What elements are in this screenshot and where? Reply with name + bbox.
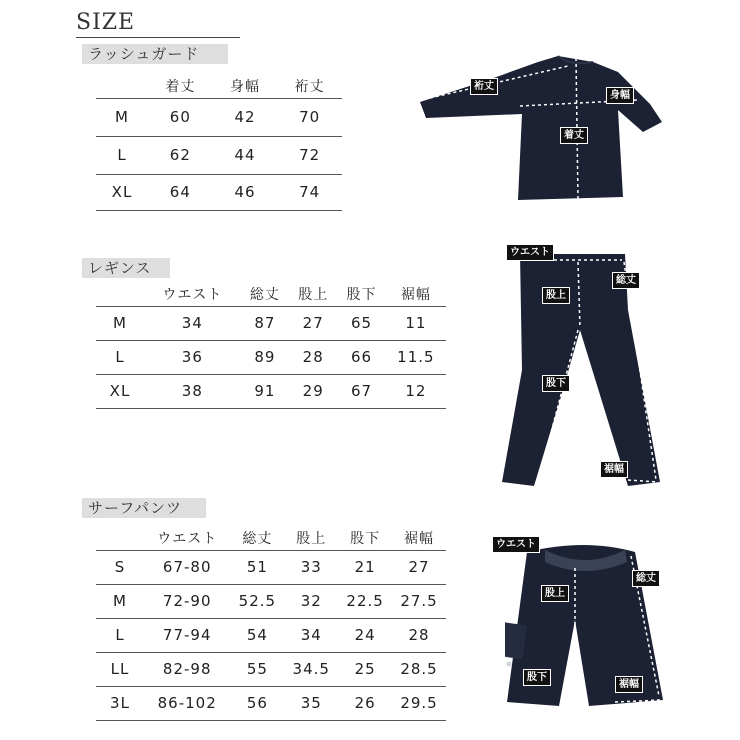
header-cell: 裄丈	[294, 78, 325, 95]
value-cell: 29	[289, 374, 337, 408]
value-cell: 27	[392, 550, 446, 584]
header-cell: 裾幅	[404, 530, 435, 547]
size-cell: S	[96, 550, 144, 584]
header-cell: 総丈	[249, 286, 280, 303]
value-cell: 72-90	[144, 584, 230, 618]
value-cell: 44	[213, 136, 278, 174]
body-width-tag: 身幅	[606, 87, 634, 104]
value-cell: 74	[277, 174, 342, 210]
value-cell: 26	[338, 686, 392, 720]
leggings-size-table	[96, 282, 446, 409]
value-cell: 77-94	[144, 618, 230, 652]
header-cell: 身幅	[229, 78, 260, 95]
body-length-tag: 着丈	[560, 127, 588, 144]
leggings-total-length-tag: 総丈	[612, 272, 640, 289]
value-cell: 28	[289, 340, 337, 374]
value-cell: 42	[213, 98, 278, 136]
table-row	[96, 340, 446, 374]
value-cell: 52.5	[230, 584, 284, 618]
leggings-illustration	[500, 250, 665, 490]
table-row	[96, 686, 446, 720]
size-cell: 3L	[96, 686, 144, 720]
value-cell: 46	[213, 174, 278, 210]
header-cell: 着丈	[165, 78, 196, 95]
header-cell: ウエスト	[162, 286, 223, 303]
size-heading: SIZE	[76, 10, 136, 35]
value-cell: 12	[386, 374, 446, 408]
value-cell: 29.5	[392, 686, 446, 720]
rashguard-shape	[418, 52, 663, 204]
surfpants-hem-tag: 裾幅	[615, 676, 643, 693]
leggings-hem-tag: 裾幅	[600, 461, 628, 478]
value-cell: 36	[144, 340, 241, 374]
header-cell: ウエスト	[157, 530, 218, 547]
table-header-row	[96, 74, 342, 98]
value-cell: 87	[241, 306, 289, 340]
value-cell: 27.5	[392, 584, 446, 618]
value-cell: 11.5	[386, 340, 446, 374]
value-cell: 54	[230, 618, 284, 652]
size-cell: L	[96, 618, 144, 652]
value-cell: 34.5	[284, 652, 338, 686]
table-header-row	[96, 282, 446, 306]
size-cell: LL	[96, 652, 144, 686]
value-cell: 28.5	[392, 652, 446, 686]
value-cell: 56	[230, 686, 284, 720]
leggings-waist-tag: ウエスト	[506, 244, 554, 261]
value-cell: 27	[289, 306, 337, 340]
surfpants-total-length-tag: 総丈	[632, 570, 660, 587]
value-cell: 21	[338, 550, 392, 584]
table-row	[96, 174, 342, 210]
table-row	[96, 306, 446, 340]
value-cell: 33	[284, 550, 338, 584]
value-cell: 34	[284, 618, 338, 652]
value-cell: 35	[284, 686, 338, 720]
value-cell: 32	[284, 584, 338, 618]
table-row	[96, 550, 446, 584]
value-cell: 62	[148, 136, 213, 174]
size-cell: L	[96, 136, 148, 174]
header-cell: 股上	[296, 530, 327, 547]
value-cell: 66	[337, 340, 385, 374]
table-row	[96, 652, 446, 686]
header-cell: 裾幅	[400, 286, 431, 303]
surfpants-section-label: サーフパンツ	[82, 498, 206, 518]
value-cell: 64	[148, 174, 213, 210]
heading-rule	[76, 37, 240, 38]
value-cell: 67-80	[144, 550, 230, 584]
value-cell: 86-102	[144, 686, 230, 720]
table-header-row	[96, 526, 446, 550]
value-cell: 60	[148, 98, 213, 136]
value-cell: 24	[338, 618, 392, 652]
leggings-shape	[500, 250, 665, 490]
surfpants-rise-tag: 股上	[541, 585, 569, 602]
surfpants-inseam-tag: 股下	[523, 669, 551, 686]
leggings-section-label: レギンス	[82, 258, 170, 278]
leggings-inseam-tag: 股下	[542, 375, 570, 392]
value-cell: 70	[277, 98, 342, 136]
rashguard-section-label: ラッシュガード	[82, 44, 228, 64]
rashguard-illustration	[418, 52, 663, 204]
table-row	[96, 584, 446, 618]
header-cell: 股下	[350, 530, 381, 547]
value-cell: 28	[392, 618, 446, 652]
value-cell: 51	[230, 550, 284, 584]
size-cell: M	[96, 584, 144, 618]
rashguard-size-table	[96, 74, 342, 211]
value-cell: 89	[241, 340, 289, 374]
surfpants-size-table	[96, 526, 446, 721]
leggings-rise-tag: 股上	[542, 287, 570, 304]
surfpants-waist-tag: ウエスト	[492, 536, 540, 553]
table-row	[96, 136, 342, 174]
header-cell	[96, 74, 148, 98]
size-cell: XL	[96, 374, 144, 408]
header-cell: 股上	[298, 286, 329, 303]
value-cell: 11	[386, 306, 446, 340]
value-cell: 25	[338, 652, 392, 686]
value-cell: 67	[337, 374, 385, 408]
header-cell	[96, 526, 144, 550]
table-row	[96, 98, 342, 136]
value-cell: 34	[144, 306, 241, 340]
value-cell: 65	[337, 306, 385, 340]
size-cell: M	[96, 306, 144, 340]
header-cell: 総丈	[242, 530, 273, 547]
value-cell: 55	[230, 652, 284, 686]
header-cell	[96, 282, 144, 306]
value-cell: 91	[241, 374, 289, 408]
header-cell: 股下	[346, 286, 377, 303]
size-cell: L	[96, 340, 144, 374]
value-cell: 72	[277, 136, 342, 174]
size-cell: XL	[96, 174, 148, 210]
value-cell: 82-98	[144, 652, 230, 686]
value-cell: 38	[144, 374, 241, 408]
size-cell: M	[96, 98, 148, 136]
value-cell: 22.5	[338, 584, 392, 618]
table-row	[96, 618, 446, 652]
sleeve-length-tag: 裄丈	[470, 78, 498, 95]
table-row	[96, 374, 446, 408]
